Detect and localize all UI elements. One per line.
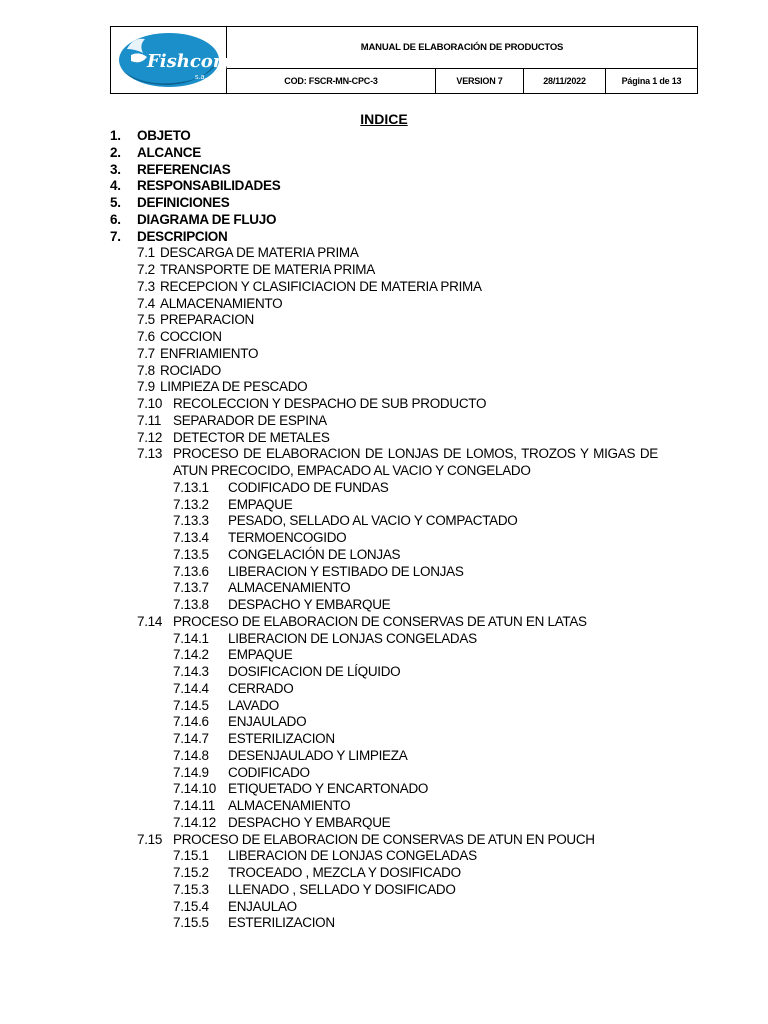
toc-item-label: CODIFICADO: [228, 764, 310, 780]
toc-item-label: ALMACENAMIENTO: [228, 580, 351, 596]
toc-item-label: PREPARACION: [160, 312, 254, 328]
toc-item-number: 7.8: [137, 362, 155, 378]
toc-item-number: 7.15.1: [173, 848, 209, 864]
toc-item-number: 6.: [110, 211, 121, 227]
toc-item-label: EMPAQUE: [228, 647, 293, 663]
toc-item-label: DIAGRAMA DE FLUJO: [137, 211, 277, 227]
toc-item-number: 7.15: [137, 831, 163, 847]
toc-item-label: LLENADO , SELLADO Y DOSIFICADO: [228, 881, 456, 897]
toc-item-number: 7.14: [137, 613, 163, 629]
toc-item-number: 7.: [110, 228, 121, 244]
toc-item-label: LIBERACION DE LONJAS CONGELADAS: [228, 630, 477, 646]
toc-item-number: 7.14.11: [173, 798, 215, 813]
toc-item-label: ESTERILIZACION: [228, 915, 335, 931]
toc-item-label: LIMPIEZA DE PESCADO: [160, 379, 308, 395]
index-title: INDICE: [360, 111, 408, 127]
toc-item-label: RECOLECCION Y DESPACHO DE SUB PRODUCTO: [173, 396, 487, 411]
toc-item-label: ENFRIAMIENTO: [160, 345, 259, 361]
toc-item-number: 7.13.2: [173, 496, 209, 512]
toc-item-label: REFERENCIAS: [137, 161, 231, 177]
toc-item-label: RECEPCION Y CLASIFICIACION DE MATERIA PRIMA: [160, 278, 482, 294]
toc-item-label: DESCRIPCION: [137, 228, 228, 244]
toc-item-label: PROCESO DE ELABORACION DE LONJAS DE LOMOS, TROZOS Y MIGAS DE ATUN PRECOCIDO, EMPACADO AL VACIO Y CONGELADO: [173, 446, 658, 479]
toc-item-number: 7.11: [137, 412, 162, 428]
toc-item-number: 7.13.8: [173, 597, 209, 612]
logo-text: Fishcorp: [147, 51, 235, 72]
toc-item-label: DESCARGA DE MATERIA PRIMA: [160, 245, 359, 261]
toc-item-label: ALMACENAMIENTO: [160, 295, 283, 311]
toc-item-label: TROCEADO , MEZCLA Y DOSIFICADO: [228, 865, 461, 880]
toc-item-label: SEPARADOR DE ESPINA: [173, 412, 327, 428]
toc-item-label: LAVADO: [228, 697, 279, 713]
toc-item-number: 3.: [110, 161, 121, 177]
toc-item-label: EMPAQUE: [228, 496, 293, 512]
toc-item-number: 7.13: [137, 446, 163, 462]
toc-item-number: 7.14.5: [173, 697, 209, 713]
toc-item-label: PROCESO DE ELABORACION DE CONSERVAS DE ATUN EN POUCH: [173, 831, 595, 847]
toc-item-label: CODIFICADO DE FUNDAS: [228, 479, 389, 495]
toc-item-number: 7.5: [137, 312, 155, 328]
toc-item-label: PESADO, SELLADO AL VACIO Y COMPACTADO: [228, 513, 518, 529]
toc-item-number: 7.13.6: [173, 563, 209, 579]
toc-item-number: 7.2: [137, 262, 155, 277]
toc-item-number: 7.15.2: [173, 865, 209, 880]
toc-item-label: CONGELACIÓN DE LONJAS: [228, 546, 401, 562]
toc-item-label: ETIQUETADO Y ENCARTONADO: [228, 781, 429, 797]
toc-item-number: 7.14.12: [173, 814, 216, 830]
toc-item-number: 7.15.3: [173, 881, 209, 897]
document-title: MANUAL DE ELABORACIÓN DE PRODUCTOS: [227, 27, 697, 69]
toc-item-number: 7.13.3: [173, 513, 209, 529]
logo-suffix: s.a.: [195, 74, 207, 81]
toc-item-number: 7.1: [137, 245, 155, 261]
toc-item-number: 7.14.8: [173, 747, 209, 763]
toc-item-label: PROCESO DE ELABORACION DE CONSERVAS DE ATUN EN LATAS: [173, 613, 587, 629]
toc-item-label: RESPONSABILIDADES: [137, 178, 281, 194]
toc-item-number: 4.: [110, 178, 121, 194]
toc-item-number: 7.13.4: [173, 530, 209, 545]
toc-item-label: COCCION: [160, 329, 222, 344]
toc-item-number: 7.3: [137, 278, 155, 294]
toc-item-number: 7.14.1: [173, 630, 209, 646]
toc-item-label: ESTERILIZACION: [228, 731, 335, 746]
toc-item-label: LIBERACION DE LONJAS CONGELADAS: [228, 848, 477, 864]
toc-item-label: DETECTOR DE METALES: [173, 429, 330, 445]
toc-item-number: 7.13.7: [173, 580, 209, 596]
toc-item-number: 7.10: [137, 396, 163, 411]
toc-item-number: 1.: [110, 128, 121, 143]
toc-item-label: ENJAULADO: [228, 714, 307, 730]
toc-item-number: 7.14.9: [173, 764, 209, 780]
toc-item-number: 7.14.4: [173, 680, 209, 696]
logo-cell: [111, 27, 235, 93]
document-date: 28/11/2022: [524, 69, 606, 93]
page-number: Página 1 de 13: [621, 76, 682, 86]
document-code: COD: FSCR-MN-CPC-3: [227, 69, 436, 93]
toc-item-number: 7.9: [137, 379, 155, 395]
toc-item-number: 7.15.4: [173, 898, 209, 914]
toc-item-label: ALCANCE: [137, 144, 201, 160]
toc-item-number: 7.6: [137, 329, 155, 344]
toc-item-label: DESPACHO Y EMBARQUE: [228, 814, 391, 830]
toc-item-number: 7.7: [137, 345, 155, 361]
document-version: VERSION 7: [436, 69, 524, 93]
toc-item-number: 7.12: [137, 429, 163, 445]
toc-item-label: ROCIADO: [160, 362, 221, 378]
toc-item-label: TERMOENCOGIDO: [228, 530, 347, 545]
toc-item-number: 7.14.10: [173, 781, 216, 797]
toc-item-label: DEFINICIONES: [137, 195, 230, 210]
toc-item-label: DESPACHO Y EMBARQUE: [228, 597, 391, 612]
toc-item-label: DOSIFICACION DE LÍQUIDO: [228, 664, 401, 679]
toc-item-label: LIBERACION Y ESTIBADO DE LONJAS: [228, 563, 464, 579]
toc-item-number: 7.13.5: [173, 546, 209, 562]
toc-item-number: 7.4: [137, 295, 155, 311]
fishcorp-logo: [117, 31, 235, 89]
toc-item-number: 7.14.6: [173, 714, 209, 730]
toc-item-label: ALMACENAMIENTO: [228, 798, 351, 813]
toc-item-number: 7.14.2: [173, 647, 209, 663]
toc-item-label: ENJAULAO: [228, 898, 297, 914]
document-header: [110, 26, 698, 94]
toc-item-label: OBJETO: [137, 128, 191, 143]
toc-item-number: 7.13.1: [173, 479, 209, 495]
toc-item-number: 2.: [110, 144, 121, 160]
toc-item-number: 7.14.7: [173, 731, 209, 746]
header-meta-row: [227, 69, 697, 93]
toc-item-number: 5.: [110, 195, 121, 210]
toc-item-label: CERRADO: [228, 680, 294, 696]
toc-item-number: 7.14.3: [173, 664, 209, 679]
toc-item-label: TRANSPORTE DE MATERIA PRIMA: [160, 262, 375, 277]
toc-item-number: 7.15.5: [173, 915, 209, 931]
toc-item-label: DESENJAULADO Y LIMPIEZA: [228, 747, 408, 763]
